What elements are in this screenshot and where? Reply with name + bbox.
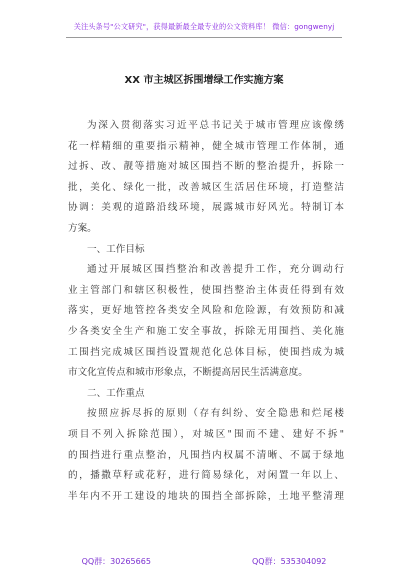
section1-line: 工围挡完成城区围挡设置规范化总体目标，使围挡成为城 xyxy=(68,346,344,358)
intro-line: 方案。 xyxy=(68,222,97,234)
footer-qq-group-1: QQ群：30265665 xyxy=(81,557,151,566)
section2-line: 的，播撒草籽或花籽，进行简易绿化，对闲置一年以上、 xyxy=(68,470,344,482)
section-heading: 二、工作重点 xyxy=(87,387,145,399)
section2-line: 按照应拆尽拆的原则（存有纠纷、安全隐患和烂尾楼 xyxy=(87,408,344,420)
footer-qq-group-2: QQ群：535304092 xyxy=(252,557,327,566)
section2-line: 的围挡进行重点整治，凡围挡内权属不清晰、不属于绿地 xyxy=(68,449,344,461)
intro-line: 过拆、改、靓等措施对城区围挡不断的整治提升，拆除一 xyxy=(68,161,344,173)
section1-line: 少各类安全生产和施工安全事故，拆除无用围挡、美化施 xyxy=(68,325,344,337)
footer-qq-groups xyxy=(0,556,408,567)
intro-line: 协调：美观的道路沿线环境，展露城市好风光。特制订本 xyxy=(68,202,344,214)
section1-line: 通过开展城区围挡整治和改善提升工作，充分调动行 xyxy=(87,264,344,276)
section1-line: 业主管部门和辖区积极性，使围挡整治主体责任得到有效 xyxy=(68,284,344,296)
section1-line: 落实，更好地管控各类安全风险和危险源，有效预防和减 xyxy=(68,305,344,317)
section2-line: 半年内不开工建设的地块的围挡全部拆除，土地平整清理 xyxy=(68,490,344,502)
header-divider xyxy=(66,37,342,38)
section2-line: 项目不列入拆除范围），对城区"围而不建、建好不拆" xyxy=(68,428,344,440)
intro-line: 为深入贯彻落实习近平总书记关于城市管理应该像绣 xyxy=(87,120,344,131)
document-body xyxy=(68,116,344,507)
intro-line: 批，美化、绿化一批，改善城区生活居住环境，打造整洁 xyxy=(68,181,344,193)
document-title: XX 市主城区拆围增绿工作实施方案 xyxy=(124,75,284,86)
header-notice: 关注头条号"公文研究"，获得最新最全最专业的公文资料库！ 微信：gongwenyj xyxy=(73,22,335,31)
section-heading: 一、工作目标 xyxy=(87,243,145,255)
section1-line: 市文化宣传点和城市形象点，不断提高居民生活满意度。 xyxy=(68,367,308,379)
intro-line: 花一样精细的重要指示精神，健全城市管理工作体制，通 xyxy=(68,140,344,152)
